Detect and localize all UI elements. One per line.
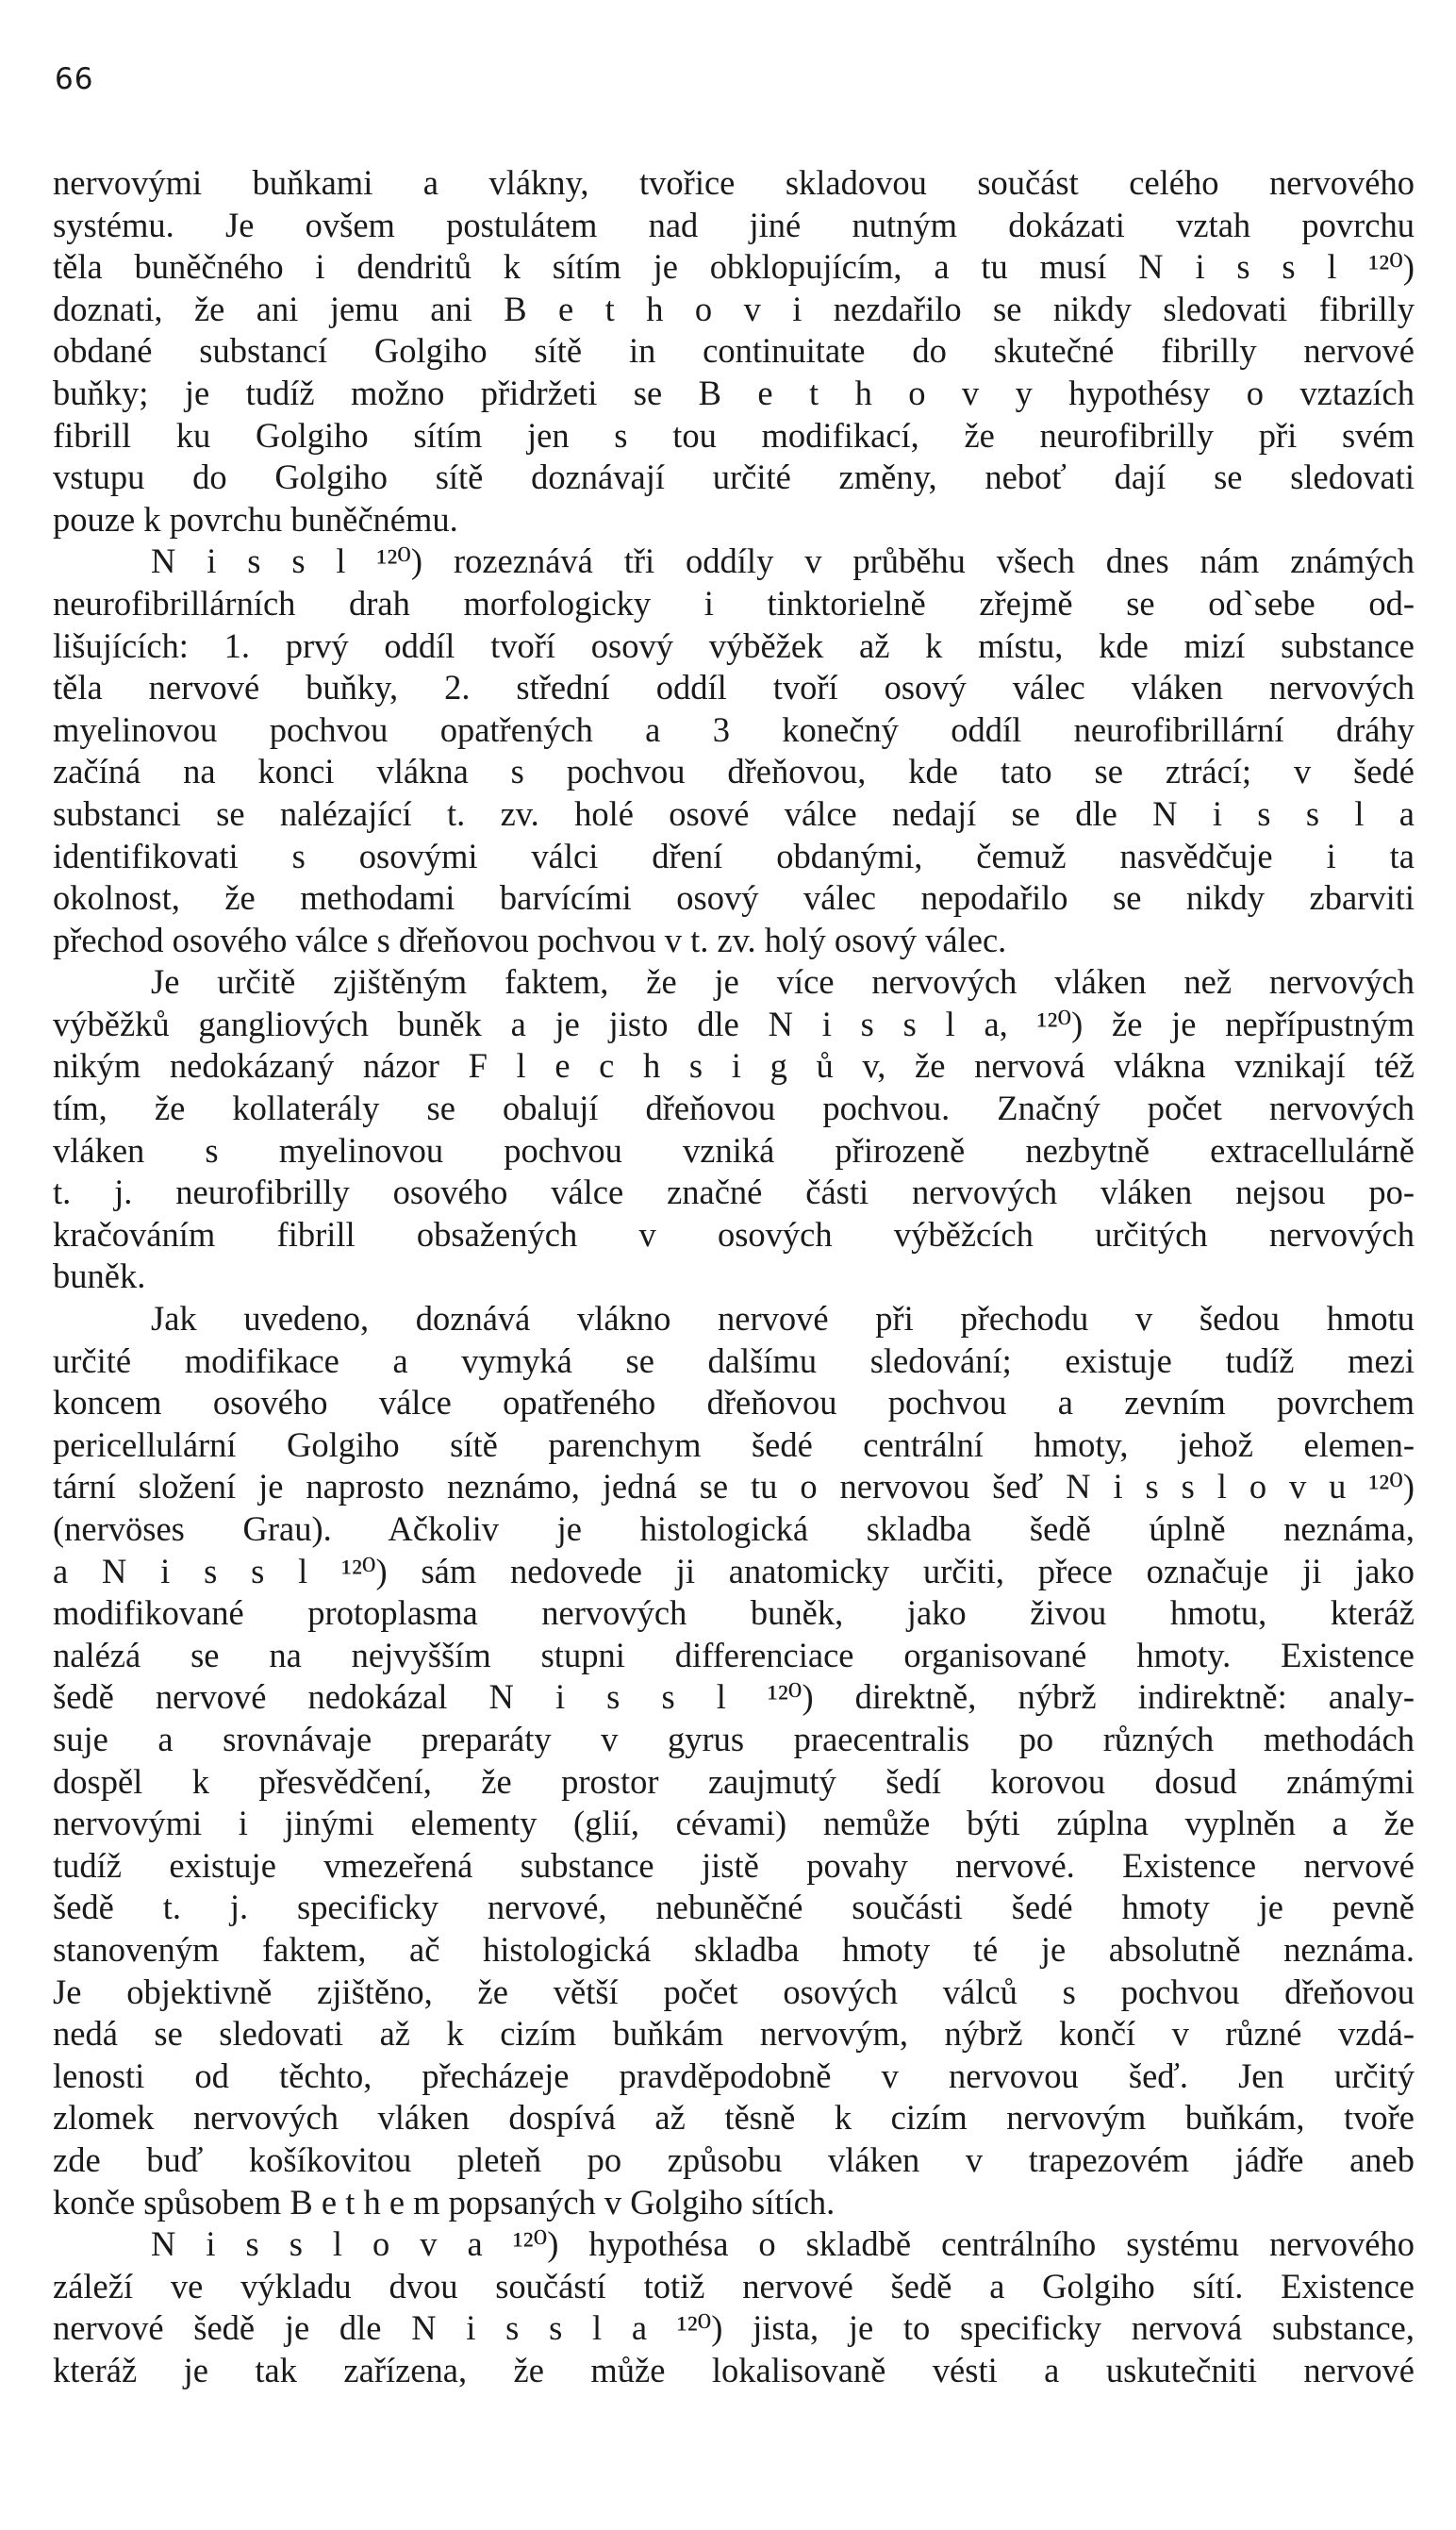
text-line: lenosti od těchto, přecházeje pravděpodobně v nervovou šeď. Jen určitý	[53, 2056, 1415, 2095]
text-line: buňky; je tudíž možno přidržeti se B e t h o v y hypothésy o vztazích	[53, 373, 1415, 412]
text-line: neurofibrillárních drah morfologicky i tinktorielně zřejmě se od`sebe od-	[53, 583, 1415, 623]
text-line: N i s s l ¹²⁰) rozeznává tři oddíly v průběhu všech dnes nám známých	[151, 541, 1415, 581]
text-line: vláken s myelinovou pochvou vzniká přirozeně nezbytně extracellulárně	[53, 1130, 1415, 1170]
text-line: fibrill ku Golgiho sítím jen s tou modifikací, že neurofibrilly při svém	[53, 415, 1415, 455]
text-line: doznati, že ani jemu ani B e t h o v i nezdařilo se nikdy sledovati fibrilly	[53, 289, 1415, 328]
text-line: přechod osového válce s dřeňovou pochvou v t. zv. holý osový válec.	[53, 920, 1007, 959]
text-line: Je objektivně zjištěno, že větší počet osových válců s pochvou dřeňovou	[53, 1972, 1415, 2011]
text-line: šedě t. j. specificky nervové, nebuněčné součásti šedé hmoty je pevně	[53, 1888, 1415, 1927]
text-line: určité modifikace a vymyká se dalšímu sledování; existuje tudíž mezi	[53, 1340, 1415, 1380]
text-line: okolnost, že methodami barvícími osový válec nepodařilo se nikdy zbarviti	[53, 878, 1415, 918]
text-line: vstupu do Golgiho sítě doznávají určité změny, neboť dají se sledovati	[53, 458, 1415, 497]
text-line: lišujících: 1. prvý oddíl tvoří osový výběžek až k místu, kde mizí substance	[53, 625, 1415, 665]
text-line: suje a srovnávaje preparáty v gyrus praecentralis po různých methodách	[53, 1719, 1415, 1758]
text-line: kračováním fibrill obsažených v osových výběžcích určitých nervových	[53, 1214, 1415, 1254]
text-line: modifikované protoplasma nervových buněk, jako živou hmotu, kteráž	[53, 1593, 1415, 1633]
text-line: a N i s s l ¹²⁰) sám nedovede ji anatomicky určiti, přece označuje ji jako	[53, 1551, 1415, 1590]
text-line: konče spůsobem B e t h e m popsaných v Golgiho sítích.	[53, 2182, 836, 2222]
text-line: tudíž existuje vmezeřená substance jistě povahy nervové. Existence nervové	[53, 1845, 1415, 1885]
text-line: Je určitě zjištěným faktem, že je více nervových vláken než nervových	[151, 962, 1415, 1002]
text-line: nikým nedokázaný názor F l e c h s i g ů v, že nervová vlákna vznikají též	[53, 1046, 1415, 1086]
text-line: šedě nervové nedokázal N i s s l ¹²⁰) direktně, nýbrž indirektně: analy-	[53, 1677, 1415, 1717]
text-line: nedá se sledovati až k cizím buňkám nervovým, nýbrž končí v různé vzdá-	[53, 2014, 1415, 2054]
text-line: zde buď košíkovitou pleteň po způsobu vláken v trapezovém jádře aneb	[53, 2139, 1415, 2179]
page-number: 66	[55, 62, 94, 96]
text-line: stanoveným faktem, ač histologická skladba hmoty té je absolutně neznáma.	[53, 1929, 1415, 1969]
text-line: záleží ve výkladu dvou součástí totiž nervové šedě a Golgiho sítí. Existence	[53, 2266, 1415, 2305]
text-line: dospěl k přesvědčení, že prostor zaujmutý šedí korovou dosud známými	[53, 1761, 1415, 1801]
text-line: buněk.	[53, 1257, 146, 1296]
text-line: nervové šedě je dle N i s s l a ¹²⁰) jista, je to specificky nervová substance,	[53, 2308, 1415, 2348]
text-line: identifikovati s osovými válci dření obdanými, čemuž nasvědčuje i ta	[53, 836, 1415, 875]
text-line: začíná na konci vlákna s pochvou dřeňovou, kde tato se ztrácí; v šedé	[53, 752, 1415, 791]
text-line: (nervöses Grau). Ačkoliv je histologická skladba šedě úplně neznáma,	[53, 1509, 1415, 1548]
text-line: pouze k povrchu buněčnému.	[53, 499, 458, 539]
text-line: nalézá se na nejvyšším stupni differenciace organisované hmoty. Existence	[53, 1635, 1415, 1674]
text-line: tární složení je naprosto neznámo, jedná se tu o nervovou šeď N i s s l o v u ¹²⁰)	[53, 1467, 1415, 1506]
text-line: koncem osového válce opatřeného dřeňovou pochvou a zevním povrchem	[53, 1383, 1415, 1423]
text-line: těla nervové buňky, 2. střední oddíl tvoří osový válec vláken nervových	[53, 668, 1415, 707]
text-line: zlomek nervových vláken dospívá až těsně k cizím nervovým buňkám, tvoře	[53, 2098, 1415, 2138]
text-line: kteráž je tak zařízena, že může lokalisovaně vésti a uskutečniti nervové	[53, 2350, 1415, 2389]
text-line: těla buněčného i dendritů k sítím je obklopujícím, a tu musí N i s s l ¹²⁰)	[53, 247, 1415, 287]
body-text	[53, 162, 1415, 2391]
text-line: myelinovou pochvou opatřených a 3 konečný oddíl neurofibrillární dráhy	[53, 709, 1415, 749]
text-line: obdané substancí Golgiho sítě in continuitate do skutečné fibrilly nervové	[53, 331, 1415, 371]
text-line: nervovými buňkami a vlákny, tvořice skladovou součást celého nervového	[53, 163, 1415, 202]
text-line: systému. Je ovšem postulátem nad jiné nutným dokázati vztah povrchu	[53, 205, 1415, 244]
text-line: tím, že kollaterály se obalují dřeňovou pochvou. Značný počet nervových	[53, 1089, 1415, 1128]
text-line: Jak uvedeno, doznává vlákno nervové při přechodu v šedou hmotu	[151, 1299, 1415, 1339]
text-line: t. j. neurofibrilly osového válce značné části nervových vláken nejsou po-	[53, 1173, 1415, 1212]
text-line: substanci se nalézající t. zv. holé osové válce nedají se dle N i s s l a	[53, 793, 1415, 833]
text-line: N i s s l o v a ¹²⁰) hypothésa o skladbě centrálního systému nervového	[151, 2224, 1415, 2264]
text-line: pericellulární Golgiho sítě parenchym šedé centrální hmoty, jehož elemen-	[53, 1424, 1415, 1464]
text-line: výběžků gangliových buněk a je jisto dle N i s s l a, ¹²⁰) že je nepřípustným	[53, 1004, 1415, 1043]
text-line: nervovými i jinými elementy (glií, cévami) nemůže býti zúplna vyplněn a že	[53, 1804, 1415, 1843]
